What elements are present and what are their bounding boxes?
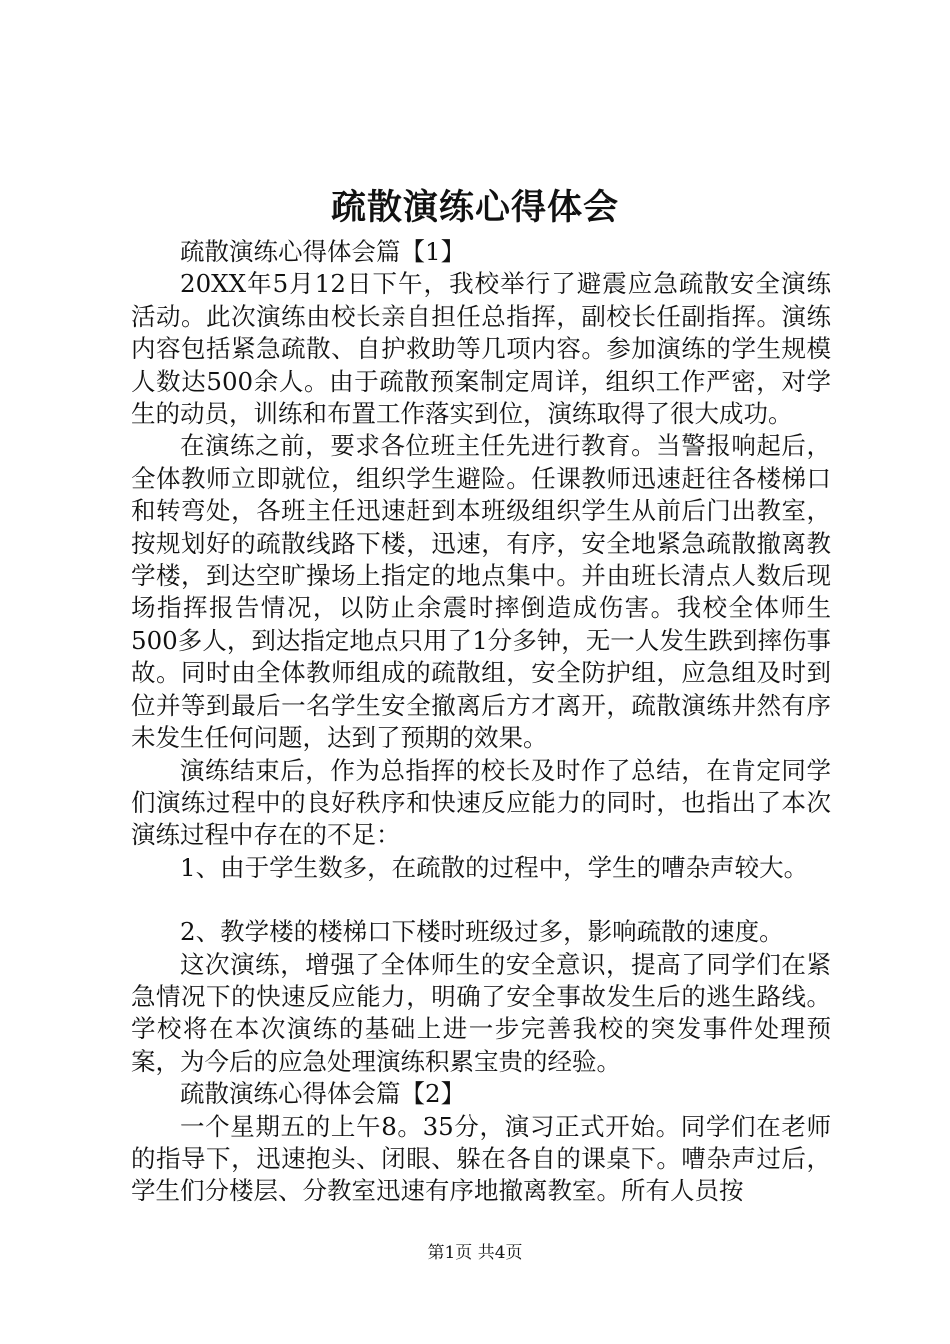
list-item-1: 1、由于学生数多，在疏散的过程中，学生的嘈杂声较大。 [180, 852, 809, 882]
paragraph-5: 一个星期五的上午8。35分，演习正式开始。同学们在老师的指导下，迅速抱头、闭眼、躲在各自的课桌下。嘈杂声过后，学生们分楼层、分教室迅速有序地撤离教室。所有人员按 [131, 1111, 831, 1206]
document-body [131, 236, 831, 1208]
section-heading-1: 疏散演练心得体会篇【1】 [180, 237, 466, 266]
list-item-2: 2、教学楼的楼梯口下楼时班级过多，影响疏散的速度。 [180, 917, 784, 947]
paragraph-4: 这次演练，增强了全体师生的安全意识，提高了同学们在紧急情况下的快速反应能力，明确了安全事故发生后的逃生路线。学校将在本次演练的基础上进一步完善我校的突发事件处理预案，为今后的应急处理演练积累宝贵的经验。 [131, 949, 831, 1076]
document-title: 疏散演练心得体会 [330, 187, 619, 228]
paragraph-3: 演练结束后，作为总指挥的校长及时作了总结，在肯定同学们演练过程中的良好秩序和快速反应能力的同时，也指出了本次演练过程中存在的不足： [131, 755, 831, 850]
page-footer: 第1页 共4页 [427, 1243, 523, 1263]
paragraph-2: 在演练之前，要求各位班主任先进行教育。当警报响起后，全体教师立即就位，组织学生避险。任课教师迅速赶往各楼梯口和转弯处，各班主任迅速赶到本班级组织学生从前后门出教室，按规划好的疏散线路下楼，迅速，有序，安全地紧急疏散撤离教学楼，到达空旷操场上指定的地点集中。并由班长清点人数后现场指挥报告情况，以防止余震时摔倒造成伤害。我校全体师生500多人，到达指定地点只用了1分多钟，无一人发生跌到摔伤事故。同时由全体教师组成的疏散组，安全防护组，应急组及时到位并等到最后一名学生安全撤离后方才离开，疏散演练井然有序未发生任何问题，达到了预期的效果。 [131, 431, 831, 753]
paragraph-1: 20XX年5月12日下午，我校举行了避震应急疏散安全演练活动。此次演练由校长亲自担任总指挥，副校长任副指挥。演练内容包括紧急疏散、自护救助等几项内容。参加演练的学生规模人数达500余人。由于疏散预案制定周详，组织工作严密，对学生的动员，训练和布置工作落实到位，演练取得了很大成功。 [131, 269, 831, 429]
section-heading-2: 疏散演练心得体会篇【2】 [180, 1079, 466, 1109]
